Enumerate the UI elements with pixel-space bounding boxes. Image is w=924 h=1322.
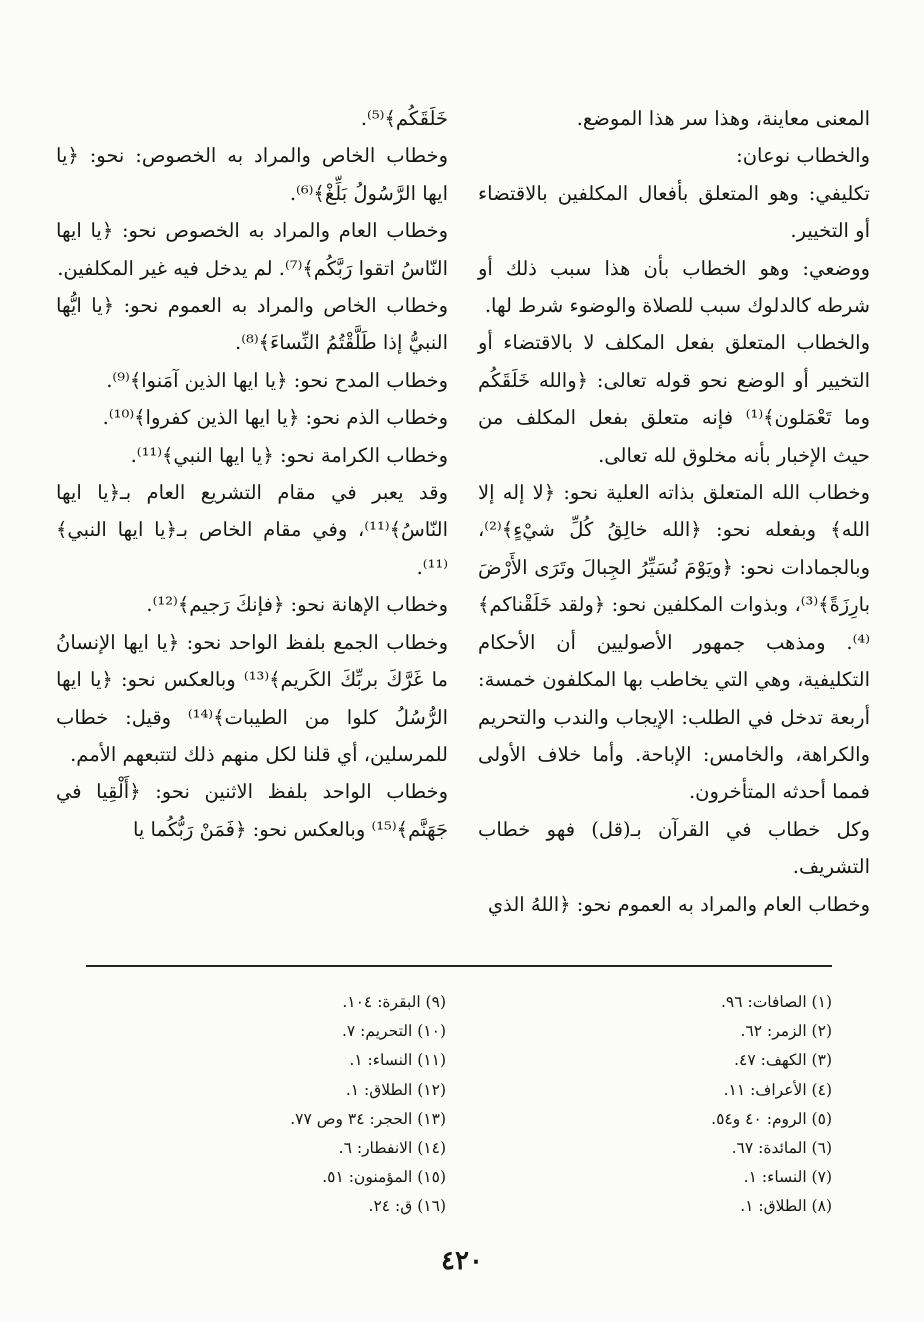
- footnote: (١١) النساء: ١.: [349, 1051, 446, 1070]
- footnote: (١٢) الطلاق: ١.: [345, 1080, 446, 1099]
- paragraph: وخطاب الخاص والمراد به الخصوص: نحو: ﴿يا ايها الرَّسُولُ بَلِّغْ﴾⁽⁶⁾.: [56, 144, 448, 205]
- paragraph: خَلَقَكُم﴾⁽⁵⁾.: [360, 107, 448, 130]
- footnotes-right-column: [532, 988, 832, 1222]
- paragraph: وخطاب الذم نحو: ﴿يا ايها الذين كفروا﴾⁽¹⁰⁾.: [102, 406, 448, 430]
- footnotes-left-column: [146, 988, 446, 1222]
- paragraph: وكل خطاب في القرآن بـ(قل) فهو خطاب التشريف.: [478, 817, 870, 879]
- paragraph: وخطاب المدح نحو: ﴿يا ايها الذين آمَنوا﴾⁽⁹⁾.: [106, 368, 448, 392]
- footnote: (٥) الروم: ٤٠ و٥٤.: [711, 1109, 832, 1128]
- footnote: (١) الصافات: ٩٦.: [720, 993, 832, 1011]
- paragraph: وخطاب الجمع بلفظ الواحد نحو: ﴿يا ايها الإنسانُ ما غَرَّكَ بربِّكَ الكَريم﴾⁽¹³⁾ وبالعكس نحو: ﴿يا ايها الرُّسُلُ كلوا من الطيبات﴾⁽¹⁴⁾ وقيل: خطاب للمرسلين، أي قلنا لكل منهم ذلك لتتبعهم الأمم.: [56, 630, 448, 766]
- footnote: (٧) النساء: ١.: [743, 1168, 832, 1187]
- paragraph: وخطاب العام والمراد به العموم نحو: ﴿اللهُ الذي: [487, 892, 870, 916]
- paragraph: والخطاب المتعلق بفعل المكلف لا بالاقتضاء أو التخيير أو الوضع نحو قوله تعالى: ﴿والله خَلَقَكُم وما تَعْمَلون﴾⁽¹⁾ فإنه متعلق بفعل المكلف من حيث الإخبار بأنه مخلوق لله تعالى.: [478, 331, 870, 467]
- paragraph: وخطاب الله المتعلق بذاته العلية نحو: ﴿لا إله إلا الله﴾ وبفعله نحو: ﴿الله خالِقُ كُلِّ شيْءٍ﴾⁽²⁾، وبالجمادات نحو: ﴿ويَوْمَ نُسَيِّرُ الجِبالَ وتَرَى الأَرْضَ بارِزَةً﴾⁽³⁾، وبذوات المكلفين نحو: ﴿ولقد خَلَقْناكم﴾⁽⁴⁾. ومذهب جمهور الأصوليين أن الأحكام التكليفية، وهي التي يخاطب بها المكلفون خمسة: أربعة تدخل في الطلب: الإيجاب والندب والتحريم والكراهة، والخامس: الإباحة. وأما خلاف الأولى فمما أحدثه المتأخرون.: [478, 481, 870, 804]
- main-text-left-column: [56, 100, 448, 848]
- footnote-divider: [86, 965, 832, 967]
- footnote: (٤) الأعراف: ١١.: [723, 1080, 832, 1099]
- paragraph: المعنى معاينة، وهذا سر هذا الموضع.: [576, 107, 870, 130]
- footnote: (٣) الكهف: ٤٧.: [734, 1051, 832, 1070]
- paragraph: وخطاب الواحد بلفظ الاثنين نحو: ﴿أَلْقِيا في جَهَنَّم﴾⁽¹⁵⁾ وبالعكس نحو: ﴿فَمَنْ رَبُّكُما يا: [56, 780, 448, 841]
- footnote: (١٥) المؤمنون: ٥١.: [322, 1168, 446, 1187]
- footnote: (٩) البقرة: ١٠٤.: [342, 993, 446, 1011]
- footnote: (٦) المائدة: ٦٧.: [731, 1139, 832, 1158]
- footnote: (١٤) الانفطار: ٦.: [338, 1139, 446, 1158]
- footnote: (١٠) التحريم: ٧.: [341, 1022, 446, 1041]
- paragraph: تكليفي: وهو المتعلق بأفعال المكلفين بالاقتضاء أو التخيير.: [478, 181, 870, 243]
- footnote: (٨) الطلاق: ١.: [740, 1197, 832, 1216]
- footnote: (١٦) ق: ٢٤.: [368, 1197, 446, 1216]
- paragraph: ووضعي: وهو الخطاب بأن هذا سبب ذلك أو شرطه كالدلوك سبب للصلاة والوضوء شرط لها.: [478, 256, 870, 318]
- paragraph: وخطاب الكرامة نحو: ﴿يا ايها النبي﴾⁽¹¹⁾.: [130, 443, 448, 467]
- main-text-right-column: [478, 100, 870, 923]
- footnote: (١٣) الحجر: ٣٤ وص ٧٧.: [290, 1109, 446, 1128]
- paragraph: وخطاب العام والمراد به الخصوص نحو: ﴿يا ايها النّاسُ اتقوا رَبَّكُم﴾⁽⁷⁾. لم يدخل فيه غير المكلفين.: [56, 219, 448, 280]
- paragraph: وقد يعبر في مقام التشريع العام بـ﴿يا ايها النّاسُ﴾⁽¹¹⁾، وفي مقام الخاص بـ﴿يا ايها النبي﴾⁽¹¹⁾.: [56, 481, 448, 579]
- paragraph: وخطاب الخاص والمراد به العموم نحو: ﴿يا ايُّها النبيُّ إذا طَلَّقْتُمُ النِّساءَ﴾⁽⁸⁾.: [56, 294, 448, 355]
- paragraph: والخطاب نوعان:: [736, 144, 870, 168]
- page-number: ٤٢٠: [441, 1246, 483, 1276]
- paragraph: وخطاب الإهانة نحو: ﴿فإنكَ رَجيم﴾⁽¹²⁾.: [146, 593, 448, 617]
- footnote: (٢) الزمر: ٦٢.: [740, 1022, 832, 1041]
